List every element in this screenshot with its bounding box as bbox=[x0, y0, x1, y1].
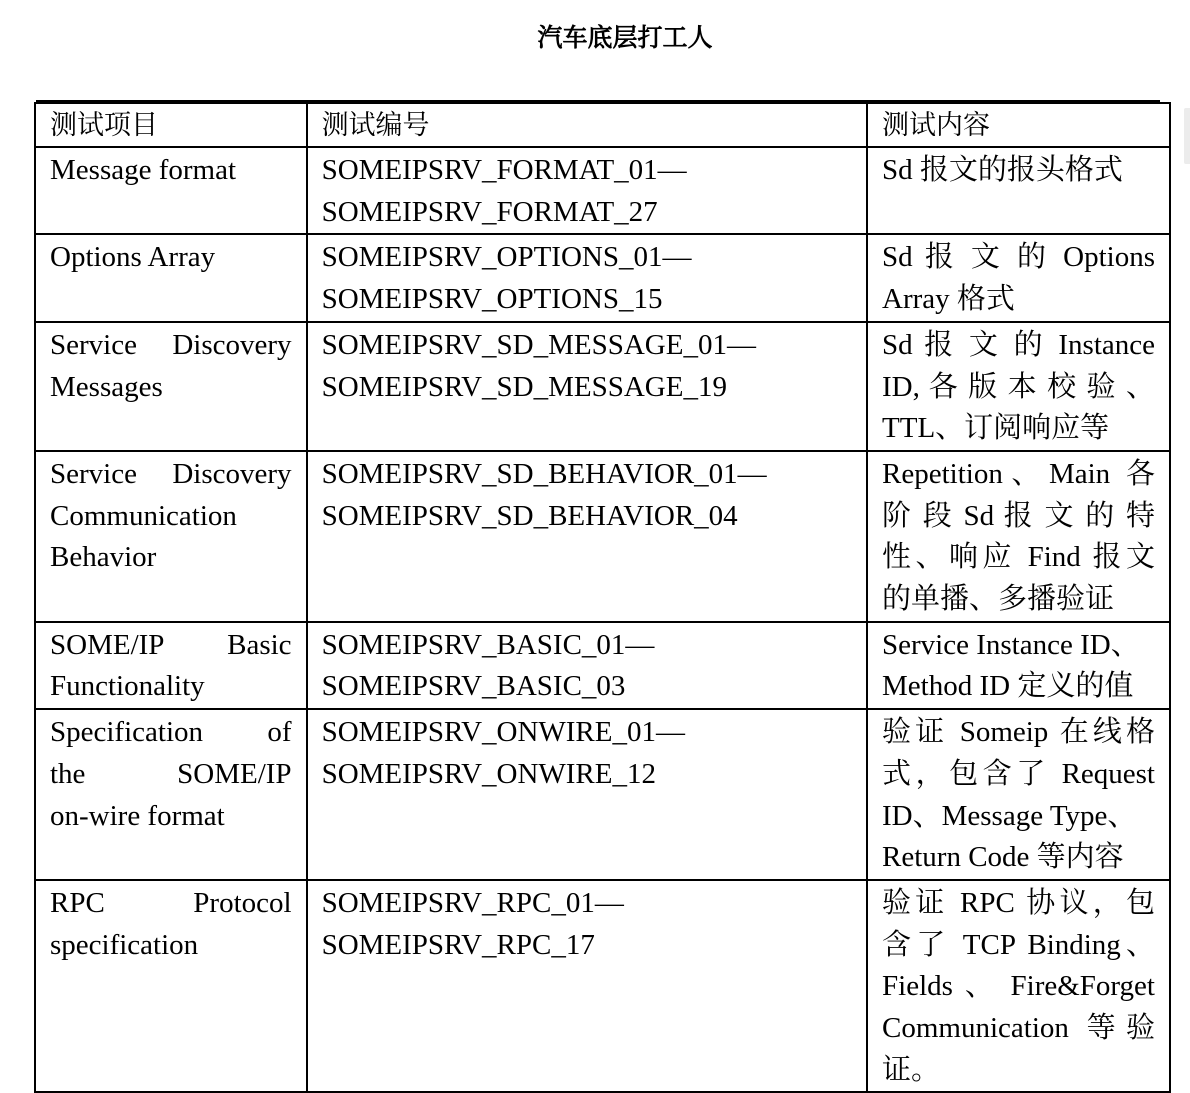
test-id-cell bbox=[307, 322, 867, 451]
test-id-start: SOMEIPSRV_RPC_01— bbox=[321, 886, 624, 919]
test-content-text: Service Instance ID、 bbox=[882, 628, 1140, 661]
test-item-cell bbox=[35, 622, 307, 709]
test-item-text: the SOME/IP bbox=[50, 757, 292, 790]
test-item-text: Message format bbox=[50, 154, 237, 186]
table-row bbox=[35, 451, 1170, 622]
test-content-cell bbox=[867, 451, 1170, 622]
test-content-text: 验证 RPC 协议，包 bbox=[882, 886, 1155, 919]
header-test-content: 测试内容 bbox=[867, 103, 1170, 147]
test-id-cell bbox=[307, 709, 867, 880]
test-item-text: Messages bbox=[50, 370, 163, 403]
test-content-cell bbox=[867, 322, 1170, 451]
test-item-cell bbox=[35, 709, 307, 880]
test-id-end: SOMEIPSRV_ONWIRE_12 bbox=[321, 757, 656, 790]
test-item-cell bbox=[35, 451, 307, 622]
table-row bbox=[35, 622, 1170, 709]
test-content-text: 的单播、多播验证 bbox=[882, 583, 1115, 616]
table-row bbox=[35, 234, 1170, 321]
test-id-end: SOMEIPSRV_SD_MESSAGE_19 bbox=[321, 370, 727, 403]
test-content-cell bbox=[867, 622, 1170, 709]
test-id-end: SOMEIPSRV_FORMAT_27 bbox=[321, 195, 658, 228]
side-scroll-tab[interactable] bbox=[1184, 108, 1190, 164]
test-content-text: 证。 bbox=[882, 1053, 941, 1086]
test-id-start: SOMEIPSRV_ONWIRE_01— bbox=[321, 716, 685, 749]
test-id-cell bbox=[307, 147, 867, 234]
test-item-text: RPC Protocol bbox=[50, 886, 292, 919]
test-id-start: SOMEIPSRV_FORMAT_01— bbox=[321, 154, 687, 186]
test-id-cell bbox=[307, 234, 867, 321]
test-id-start: SOMEIPSRV_OPTIONS_01— bbox=[321, 241, 692, 274]
test-id-cell bbox=[307, 622, 867, 709]
table-row bbox=[35, 147, 1170, 234]
test-id-cell bbox=[307, 451, 867, 622]
test-item-text: SOME/IP Basic bbox=[50, 628, 292, 661]
test-item-text: Service Discovery bbox=[50, 328, 292, 361]
test-content-text: 验证 Someip 在线格 bbox=[882, 716, 1155, 749]
test-content-text: Array 格式 bbox=[882, 283, 1015, 316]
table-row bbox=[35, 709, 1170, 880]
test-id-end: SOMEIPSRV_SD_BEHAVIOR_04 bbox=[321, 499, 738, 532]
test-content-cell bbox=[867, 880, 1170, 1093]
test-content-text: Sd 报 文 的 Options bbox=[882, 241, 1155, 274]
test-content-text: Method ID 定义的值 bbox=[882, 670, 1134, 703]
table-row bbox=[35, 880, 1170, 1093]
document-title: 汽车底层打工人 bbox=[537, 23, 713, 52]
table-row bbox=[35, 322, 1170, 451]
test-id-cell bbox=[307, 880, 867, 1093]
header-test-item: 测试项目 bbox=[35, 103, 307, 147]
test-id-end: SOMEIPSRV_OPTIONS_15 bbox=[321, 283, 663, 316]
test-id-start: SOMEIPSRV_SD_BEHAVIOR_01— bbox=[321, 457, 767, 490]
test-content-text: Repetition、Main 各 bbox=[882, 457, 1155, 490]
test-item-text: specification bbox=[50, 928, 199, 961]
test-content-text: Sd 报 文 的 Instance bbox=[882, 328, 1155, 361]
test-id-end: SOMEIPSRV_BASIC_03 bbox=[321, 670, 626, 703]
test-item-cell bbox=[35, 322, 307, 451]
test-item-text: Specification of bbox=[50, 716, 292, 749]
test-content-text: TTL、订阅响应等 bbox=[882, 412, 1110, 445]
test-content-cell bbox=[867, 709, 1170, 880]
test-items-table bbox=[34, 102, 1171, 1093]
test-content-text: 式，包含了 Request bbox=[882, 757, 1155, 790]
test-id-start: SOMEIPSRV_BASIC_01— bbox=[321, 628, 655, 661]
test-content-text: 含了 TCP Binding、 bbox=[882, 928, 1155, 961]
table-header-row bbox=[35, 103, 1170, 147]
test-item-text: Service Discovery bbox=[50, 457, 292, 490]
test-content-cell bbox=[867, 147, 1170, 234]
test-content-text: 性、响应 Find 报文 bbox=[882, 541, 1155, 574]
test-item-text: Options Array bbox=[50, 241, 216, 274]
test-content-text: Return Code 等内容 bbox=[882, 841, 1124, 874]
test-item-cell bbox=[35, 147, 307, 234]
header-test-id: 测试编号 bbox=[307, 103, 867, 147]
test-item-text: Functionality bbox=[50, 670, 205, 703]
test-content-text: ID、Message Type、 bbox=[882, 799, 1137, 832]
test-item-cell bbox=[35, 880, 307, 1093]
test-item-text: on-wire format bbox=[50, 799, 225, 832]
test-content-text: Communication 等验 bbox=[882, 1012, 1155, 1045]
test-content-text: Sd 报文的报头格式 bbox=[882, 154, 1123, 186]
test-item-text: Communication bbox=[50, 499, 237, 532]
test-content-text: 阶 段 Sd 报 文 的 特 bbox=[882, 499, 1155, 532]
test-id-start: SOMEIPSRV_SD_MESSAGE_01— bbox=[321, 328, 756, 361]
test-item-cell bbox=[35, 234, 307, 321]
test-content-cell bbox=[867, 234, 1170, 321]
test-content-text: ID, 各 版 本 校 验 、 bbox=[882, 370, 1155, 403]
test-id-end: SOMEIPSRV_RPC_17 bbox=[321, 928, 595, 961]
test-content-text: Fields 、 Fire&Forget bbox=[882, 970, 1155, 1003]
test-item-text: Behavior bbox=[50, 541, 157, 574]
